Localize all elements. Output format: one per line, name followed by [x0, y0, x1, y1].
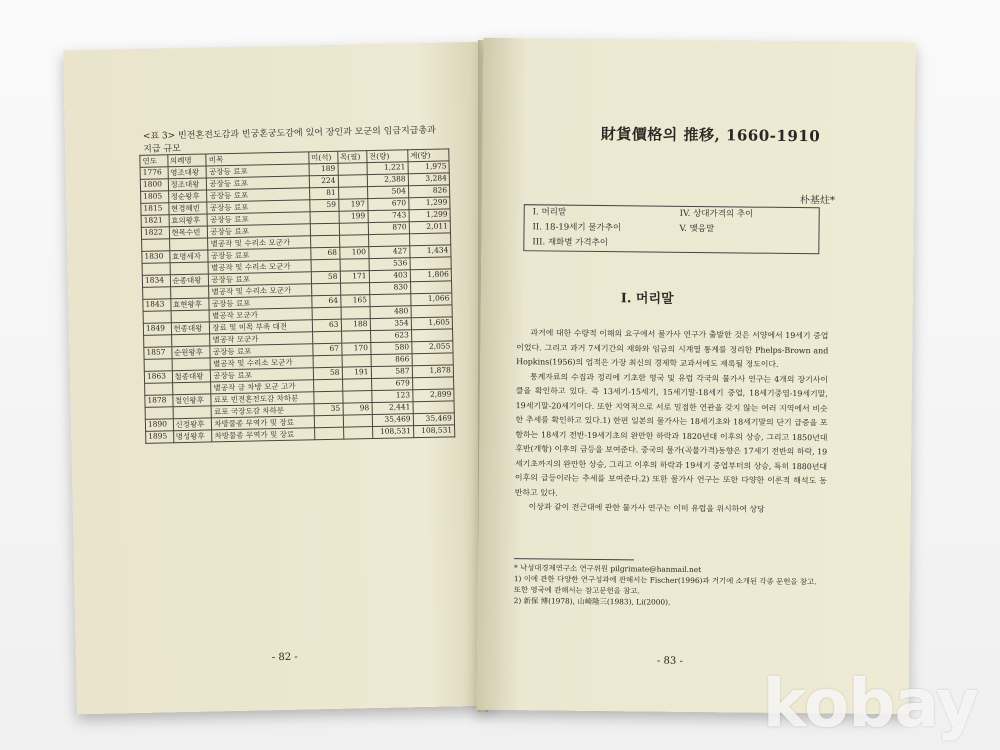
table-caption: <표 3> 빈전혼전도감과 빈궁혼궁도감에 있어 장인과 모군의 임금지급총과 지급 규모: [142, 125, 436, 155]
table-cell: 108,531: [372, 426, 413, 439]
table-cell: 165: [340, 295, 369, 308]
table-cell: 공장등 료포: [207, 200, 310, 214]
table-cell: [313, 355, 342, 368]
toc-entry: I. 머리말: [532, 207, 567, 218]
table-cell: 신정왕후: [173, 418, 212, 431]
table-cell: [338, 175, 367, 188]
table-cell: [170, 286, 209, 299]
table-cell: 1890: [145, 419, 173, 432]
table-cell: [312, 331, 341, 344]
footnote: 1) 이에 관한 다양한 연구성과에 관해서는 Fischer(1996)과 거기에 소개된 각종 문헌을 참고. 또한 영국에 관해서는 참고문헌을 참고.: [513, 574, 817, 596]
table-cell: 공장등 료포: [210, 344, 313, 358]
toc-entry: IV. 상대가격의 추이: [679, 208, 754, 220]
table-cell: 공장등 료포: [207, 176, 310, 190]
table-cell: 403: [369, 270, 410, 283]
table-cell: 1878: [145, 395, 173, 408]
table-cell: 1830: [142, 251, 170, 264]
table-cell: 정순왕후: [168, 190, 207, 203]
table-cell: 1,299: [409, 209, 450, 222]
table-cell: 64: [311, 295, 340, 308]
toc-row: [524, 235, 818, 253]
table-cell: [338, 163, 367, 176]
watermark-logo: kobay: [762, 665, 978, 742]
table-cell: [342, 355, 371, 368]
table-cell: [143, 287, 171, 300]
table-cell: 1776: [140, 167, 168, 180]
table-cell: 차방물종 무역가 및 장료: [212, 428, 315, 442]
table-cell: 870: [368, 222, 409, 235]
table-cell: 58: [311, 271, 340, 284]
table-cell: 정조대왕: [168, 178, 207, 191]
table-cell: 순종대왕: [170, 274, 209, 287]
table-cell: [144, 359, 172, 372]
table-cell: 순원왕후: [171, 346, 210, 359]
body-text: [515, 326, 829, 518]
table-cell: 1,605: [411, 317, 452, 330]
table-cell: 1,806: [410, 269, 451, 282]
footnote-rule: [514, 558, 634, 560]
footnote: 2) 新保 博(1978), 山崎隆三(1983), Li(2000).: [513, 596, 671, 607]
column-header: 계(량): [408, 149, 449, 162]
table-cell: 59: [309, 199, 338, 212]
paragraph: 과거에 대한 수량적 이해의 요구에서 물가사 연구가 출발한 것은 서양에서 19세기 중엽이었다. 그리고 과거 7세기간의 재화와 임금의 시계열 통계를 정리한 Phelps-Brown and Hopkins(1956)의 업적은 가장 최신의 경제학 교과서에도 재록될 정도이다.: [516, 328, 829, 369]
table-cell: 별공작 및 수리소 모군가: [208, 236, 311, 250]
table-cell: 171: [340, 271, 369, 284]
table-cell: 1805: [141, 191, 169, 204]
table-cell: 100: [339, 247, 368, 260]
table-cell: 별공작 및 수리소 모군가: [208, 260, 311, 274]
table-cell: 123: [371, 390, 412, 403]
table-cell: 1,221: [367, 162, 408, 175]
table-cell: [170, 262, 209, 275]
toc-entry: II. 18-19세기 물가추이: [532, 222, 622, 234]
table-cell: 공장등 료포: [209, 272, 312, 286]
table-cell: 철인왕후: [172, 394, 211, 407]
table-cell: [171, 310, 210, 323]
table-cell: 504: [367, 186, 408, 199]
table-cell: [143, 311, 171, 324]
table-cell: [312, 307, 341, 320]
table-cell: 679: [371, 378, 412, 391]
table-cell: 1,066: [411, 293, 452, 306]
table-cell: 2,388: [367, 174, 408, 187]
column-header: 전(량): [366, 150, 407, 163]
table-cell: [411, 329, 452, 342]
table-cell: 35: [314, 403, 343, 416]
table-cell: 35,469: [372, 414, 413, 427]
table-cell: [145, 407, 173, 420]
table-cell: 장료 및 미목 부족 대전: [210, 320, 313, 334]
table-cell: [172, 382, 211, 395]
table-body: [140, 161, 455, 443]
table-cell: [369, 294, 410, 307]
page-number-left: - 82 -: [271, 651, 298, 664]
table-cell: 1843: [143, 299, 171, 312]
table-cell: 580: [370, 342, 411, 355]
table-cell: [410, 281, 451, 294]
table-cell: 공장등 료포: [208, 224, 311, 238]
table-cell: 료포 국장도감 차하분: [211, 404, 314, 418]
table-cell: [413, 401, 454, 414]
table-cell: 536: [369, 258, 410, 271]
table-cell: 공장등 료포: [207, 212, 310, 226]
table-cell: [144, 335, 172, 348]
table-cell: [314, 415, 343, 428]
table-cell: 623: [370, 330, 411, 343]
toc-entry: III. 재화별 가격추이: [532, 237, 609, 249]
table-cell: 2,011: [409, 221, 450, 234]
table-cell: [341, 307, 370, 320]
table-cell: 1,434: [410, 245, 451, 258]
table-cell: 별공작 모군가: [209, 308, 312, 322]
table-cell: 191: [342, 367, 371, 380]
table-cell: [338, 187, 367, 200]
table-cell: [343, 427, 372, 440]
footnotes: [514, 562, 826, 609]
table-cell: 별공작 급 차방 모군 고가: [211, 380, 314, 394]
table-cell: [313, 379, 342, 392]
column-header: 의례명: [167, 154, 206, 167]
table-cell: 830: [369, 282, 410, 295]
table-cell: [142, 239, 170, 252]
table-cell: [368, 234, 409, 247]
table-cell: 35,469: [413, 413, 454, 426]
table-cell: 1821: [141, 215, 169, 228]
author-name: 朴基炷*: [799, 195, 835, 207]
table-cell: [339, 235, 368, 248]
table-cell: [173, 406, 212, 419]
footnote: * 낙성대경제연구소 연구위원 pilgrimate@hanmail.net: [513, 563, 702, 575]
table-cell: [340, 283, 369, 296]
table-cell: [142, 263, 170, 276]
table-cell: 2,899: [413, 389, 454, 402]
table-cell: [409, 233, 450, 246]
table-cell: [311, 259, 340, 272]
table-cell: [342, 391, 371, 404]
table-cell: 차방물종 무역가 및 장료: [212, 416, 315, 430]
paragraph: 이상과 같이 전근대에 관한 물가사 연구는 이미 유럽을 위시하여 상당: [528, 502, 765, 514]
toc-entry: V. 맺음말: [679, 223, 715, 235]
table-cell: 료포 빈전혼전도감 차하분: [211, 392, 314, 406]
table-cell: [310, 211, 339, 224]
table-cell: [343, 415, 372, 428]
table-cell: 1815: [141, 203, 169, 216]
table-cell: 63: [312, 319, 341, 332]
article-title: 財貨價格의 推移, 1660-1910: [600, 124, 821, 146]
table-cell: [169, 238, 208, 251]
table-cell: 826: [408, 185, 449, 198]
table-cell: 427: [368, 246, 409, 259]
table-cell: 170: [341, 343, 370, 356]
table-cell: 3,284: [408, 173, 449, 186]
table-cell: 1822: [141, 227, 169, 240]
table-cell: [412, 377, 453, 390]
wage-table: [139, 148, 455, 443]
table-cell: 58: [313, 367, 342, 380]
table-of-contents: [523, 204, 819, 254]
table-cell: 1,975: [408, 161, 449, 174]
table-cell: [341, 331, 370, 344]
table-cell: 1849: [143, 323, 171, 336]
table-cell: 1,878: [412, 365, 453, 378]
table-cell: 공장등 료포: [207, 188, 310, 202]
table-cell: 108,531: [413, 425, 454, 438]
table-cell: [410, 257, 451, 270]
table-cell: [342, 379, 371, 392]
column-header: 비목: [206, 152, 309, 166]
table-cell: 별공작 모군가: [210, 332, 313, 346]
table-cell: 480: [370, 306, 411, 319]
right-page: [476, 38, 915, 714]
table-cell: [172, 358, 211, 371]
toc-entry: [671, 237, 818, 254]
table-cell: 별공작 및 수리소 모군가: [209, 284, 312, 298]
table-cell: [339, 223, 368, 236]
table-cell: 354: [370, 318, 411, 331]
table-cell: 1834: [142, 275, 170, 288]
table-cell: 224: [309, 175, 338, 188]
table-cell: 별공작 및 수리소 모군가: [210, 356, 313, 370]
table-cell: 67: [312, 343, 341, 356]
table-cell: 철종대왕: [172, 370, 211, 383]
table-cell: [411, 305, 452, 318]
table-cell: [311, 283, 340, 296]
table-cell: 공장등 료포: [206, 164, 309, 178]
table-cell: 2,441: [372, 402, 413, 415]
table-cell: 공장등 료포: [211, 368, 314, 382]
column-header: 목(필): [337, 151, 366, 164]
table-cell: 1863: [144, 371, 172, 384]
table-cell: [145, 383, 173, 396]
table-cell: 효의왕후: [169, 214, 208, 227]
table-cell: 189: [309, 163, 338, 176]
table-cell: [310, 235, 339, 248]
table-cell: 98: [343, 403, 372, 416]
page-number-right: - 83 -: [656, 655, 683, 667]
table-cell: 68: [310, 247, 339, 260]
table-cell: 587: [371, 366, 412, 379]
table-cell: 효현왕후: [170, 298, 209, 311]
section-heading: I. 머리말: [620, 291, 674, 307]
table-cell: [310, 223, 339, 236]
table-cell: 199: [339, 211, 368, 224]
table-cell: [340, 259, 369, 272]
table-cell: 공장등 료포: [208, 248, 311, 262]
table-cell: 1895: [146, 431, 174, 444]
table-cell: 188: [341, 319, 370, 332]
table-cell: 1,299: [409, 197, 450, 210]
left-page: [63, 42, 495, 715]
table-cell: 공장등 료포: [209, 296, 312, 310]
table-cell: 현경혜빈: [168, 202, 207, 215]
table-cell: 1857: [144, 347, 172, 360]
table-cell: [412, 353, 453, 366]
table-cell: 영조대왕: [168, 166, 207, 179]
column-header: 연도: [140, 155, 168, 168]
table-cell: 866: [371, 354, 412, 367]
table-cell: 1800: [140, 179, 168, 192]
table-cell: 197: [338, 199, 367, 212]
table-cell: 670: [367, 198, 408, 211]
table-cell: [171, 334, 210, 347]
table-cell: 현목수빈: [169, 226, 208, 239]
table-cell: 81: [309, 187, 338, 200]
table-cell: 효명세자: [169, 250, 208, 263]
table-cell: [314, 427, 343, 440]
table-cell: 헌종대왕: [171, 322, 210, 335]
table-cell: [313, 391, 342, 404]
table-cell: 743: [368, 210, 409, 223]
table-cell: 2,055: [412, 341, 453, 354]
table-cell: 명성왕후: [173, 430, 212, 443]
paragraph: 통계자료의 수집과 정리에 기초한 영국 및 유럽 각국의 물가사 연구는 4개의 장기사이클을 확인하고 있다. 즉 13세기-15세기, 15세기말-18세기 중엽, 18세기중엽-19세기말, 19세기말-20세기이다. 또한 지역적으로 서로 밀접한 연관을 갖지 않는 여러 지역에서 비슷한 추세를 확인하고 있다.1) 한편 일본의 물가사는 18세기초와 18세기말의 단기 급증을 포함하는 18세기 전반-19세기초의 완만한 하락과 1820년대 이후의 상승, 그리고 1850년대 후반(개항) 이후의 급등을 보여준다. 중국의 물가(곡물가격)동향은 17세기 전반의 하락, 19세기초까지의 완만한 상승, 그리고 이후의 하락과 19세기 중엽부터의 상승, 특히 1880년대 이후의 급등이라는 추세를 보여준다.2) 또한 물가사 연구는 또한 다양한 이론적 해석도 동반하고 있다.: [514, 371, 829, 498]
column-header: 미(석): [308, 151, 337, 164]
